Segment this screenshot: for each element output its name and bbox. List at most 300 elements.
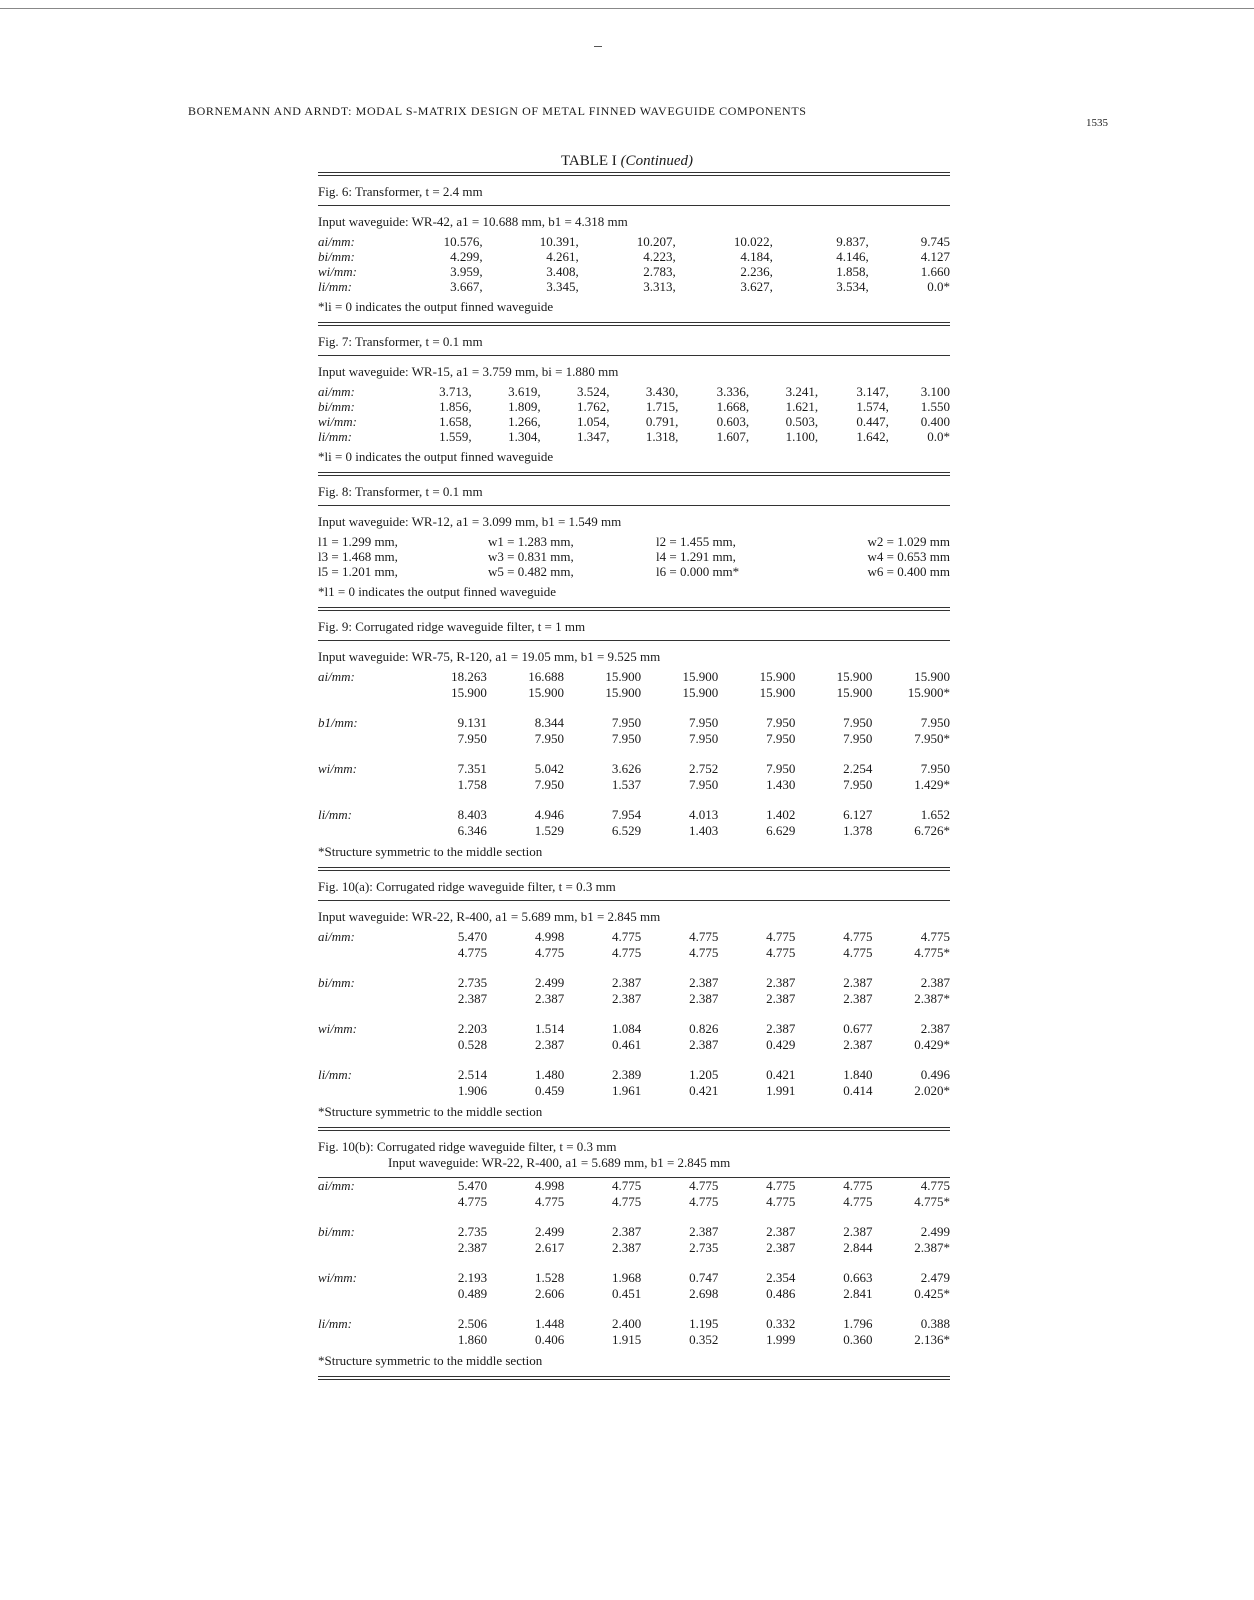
section-fig10a — [318, 871, 950, 1131]
table-row — [318, 731, 950, 747]
table-cell: 5.042 — [534, 761, 564, 776]
table-cell: 4.775 — [612, 1178, 642, 1193]
table-cell: 1.715, — [645, 399, 679, 414]
table-cell: 2.499 — [534, 1224, 565, 1239]
input-waveguide-line: Input waveguide: WR-42, a1 = 10.688 mm, b1 = 4.318 mm — [318, 214, 628, 229]
table-cell: 1.607, — [716, 429, 750, 444]
row-label: ai/mm: — [318, 234, 355, 249]
table-cell: 0.360 — [843, 1332, 873, 1347]
table-cell: 2.387 — [612, 1240, 642, 1255]
table-cell: 2.387 — [766, 991, 796, 1006]
parameter-table — [318, 384, 950, 444]
table-cell: 2.387 — [612, 1224, 642, 1239]
dimension-grid — [318, 534, 950, 579]
row-label: b1/mm: — [318, 715, 358, 730]
row-label: wi/mm: — [318, 1021, 357, 1036]
table-cell: 1.658, — [439, 414, 472, 429]
grid-cell: l1 = 1.299 mm, — [318, 534, 398, 549]
table-row — [318, 715, 950, 731]
table-title-main: TABLE I — [560, 153, 617, 169]
table-cell: 1.537 — [611, 777, 642, 792]
table-cell: 4.775 — [612, 945, 642, 960]
table-cell: 6.127 — [843, 807, 873, 822]
table-cell: 0.503, — [785, 414, 819, 429]
table-cell: 8.344 — [534, 715, 564, 730]
table-cell: 2.020* — [914, 1083, 950, 1098]
table-cell: 1.906 — [457, 1083, 488, 1098]
table-cell: 2.514 — [457, 1067, 488, 1082]
table-cell: 2.203 — [457, 1021, 488, 1036]
table-cell: 2.193 — [457, 1270, 488, 1285]
table-cell: 15.900 — [759, 669, 796, 684]
row-label: li/mm: — [318, 807, 352, 822]
table-cell: 2.735 — [457, 1224, 488, 1239]
table-cell: 4.127 — [920, 249, 950, 264]
table-cell: 4.775 — [766, 945, 796, 960]
row-gap — [318, 1053, 950, 1067]
table-cell: 9.837, — [836, 234, 869, 249]
grid-cell: w3 = 0.831 mm, — [488, 549, 574, 564]
table-cell: 0.663 — [843, 1270, 873, 1285]
table-cell: 1.550 — [920, 399, 950, 414]
table-cell: 0.486 — [766, 1286, 796, 1301]
table-cell: 1.991 — [766, 1083, 796, 1098]
table-cell: 0.425* — [914, 1286, 950, 1301]
table-cell: 0.496 — [920, 1067, 950, 1082]
table-cell: 1.915 — [612, 1332, 642, 1347]
input-waveguide-line: Input waveguide: WR-15, a1 = 3.759 mm, bi = 1.880 mm — [318, 364, 619, 379]
section-fig8 — [318, 476, 950, 611]
table-cell: 4.775 — [457, 945, 488, 960]
grid-cell: w5 = 0.482 mm, — [488, 564, 574, 579]
table-cell: 4.775 — [689, 1178, 719, 1193]
table-row — [318, 1194, 950, 1210]
table-cell: 4.775 — [920, 1178, 950, 1193]
table-cell: 3.713, — [439, 384, 472, 399]
table-cell: 2.606 — [534, 1286, 565, 1301]
table-cell: 2.387 — [843, 1037, 873, 1052]
table-cell: 15.900 — [528, 685, 564, 700]
table-cell: 2.617 — [534, 1240, 565, 1255]
table-cell: 2.387 — [843, 1224, 873, 1239]
table-cell: 4.299, — [450, 249, 483, 264]
row-label: li/mm: — [318, 1316, 352, 1331]
table-cell: 15.900 — [759, 685, 796, 700]
table-cell: 15.900 — [451, 685, 487, 700]
table-cell: 1.961 — [612, 1083, 642, 1098]
table-cell: 1.856, — [439, 399, 472, 414]
row-label — [318, 1332, 413, 1348]
table-cell: 3.667, — [450, 279, 483, 294]
table-row — [318, 1286, 950, 1302]
table-cell: 1.205 — [689, 1067, 719, 1082]
table-cell: 15.900 — [836, 685, 873, 700]
table-cell: 0.461 — [612, 1037, 642, 1052]
table-cell: 4.775 — [534, 1194, 565, 1209]
table-cell: 4.775 — [534, 945, 565, 960]
table-cell: 1.968 — [612, 1270, 642, 1285]
table-cell: 2.387* — [914, 991, 950, 1006]
row-label: bi/mm: — [318, 249, 355, 264]
table-cell: 1.304, — [508, 429, 541, 444]
table-cell: 2.387 — [689, 975, 719, 990]
table-cell: 1.430 — [766, 777, 796, 792]
section-heading: Fig. 10(a): Corrugated ridge waveguide filter, t = 0.3 mm — [318, 879, 616, 894]
section-end-rule — [318, 1376, 950, 1380]
table-cell: 1.084 — [612, 1021, 642, 1036]
table-cell: 2.735 — [457, 975, 488, 990]
section-heading: Fig. 10(b): Corrugated ridge waveguide filter, t = 0.3 mm — [318, 1139, 617, 1154]
table-cell: 15.900 — [836, 669, 873, 684]
table-cell: 3.336, — [716, 384, 750, 399]
table-cell: 4.775 — [843, 1194, 873, 1209]
table-cell: 2.400 — [612, 1316, 642, 1331]
table-cell: 10.576, — [443, 234, 483, 249]
table-cell: 2.387 — [612, 975, 642, 990]
table-cell: 15.900* — [907, 685, 950, 700]
row-label: wi/mm: — [318, 414, 357, 429]
table-cell: 4.775 — [766, 1194, 796, 1209]
table-cell: 10.207, — [636, 234, 676, 249]
row-label — [318, 1083, 413, 1099]
table-cell: 0.406 — [534, 1332, 565, 1347]
table-row — [318, 1178, 950, 1194]
table-cell: 6.726* — [914, 823, 950, 838]
table-row — [318, 685, 950, 701]
row-gap — [318, 1007, 950, 1021]
section-heading: Fig. 8: Transformer, t = 0.1 mm — [318, 484, 483, 499]
grid-cell: l3 = 1.468 mm, — [318, 549, 398, 564]
table-row — [318, 384, 950, 399]
grid-cell: l2 = 1.455 mm, — [656, 534, 736, 549]
table-cell: 7.954 — [611, 807, 642, 822]
table-row — [318, 1021, 950, 1037]
table-cell: 2.387 — [766, 975, 796, 990]
grid-cell: l5 = 1.201 mm, — [318, 564, 398, 579]
table-cell: 2.387 — [689, 991, 719, 1006]
table-row — [318, 264, 950, 279]
table-row — [318, 1316, 950, 1332]
table-cell: 1.652 — [920, 807, 950, 822]
table-cell: 7.950 — [920, 715, 950, 730]
table-cell: 2.387 — [920, 975, 950, 990]
table-cell: 2.387 — [766, 1240, 796, 1255]
table-cell: 0.677 — [843, 1021, 873, 1036]
table-cell: 7.950 — [611, 715, 642, 730]
page-number: 1535 — [1086, 117, 1108, 129]
table-row — [318, 991, 950, 1007]
table-cell: 7.950* — [914, 731, 950, 746]
table-cell: 4.775 — [843, 945, 873, 960]
row-label — [318, 823, 413, 839]
table-row — [318, 1037, 950, 1053]
row-gap-cell — [318, 747, 950, 761]
table-cell: 7.950 — [457, 731, 487, 746]
table-cell: 4.775 — [612, 1194, 642, 1209]
table-cell: 0.451 — [612, 1286, 642, 1301]
table-cell: 1.100, — [785, 429, 819, 444]
table-cell: 2.735 — [689, 1240, 719, 1255]
row-label — [318, 991, 413, 1007]
table-cell: 9.745 — [920, 234, 950, 249]
table-cell: 1.559, — [439, 429, 472, 444]
table-title-continued: (Continued) — [620, 153, 694, 169]
table-cell: 2.499 — [534, 975, 565, 990]
table-cell: 3.534, — [836, 279, 869, 294]
table-cell: 3.313, — [643, 279, 676, 294]
table-cell: 15.900 — [605, 669, 642, 684]
grid-cell: w1 = 1.283 mm, — [488, 534, 574, 549]
table-cell: 1.514 — [534, 1021, 565, 1036]
table-cell: 1.529 — [534, 823, 564, 838]
table-cell: 0.747 — [689, 1270, 719, 1285]
table-cell: 1.195 — [689, 1316, 719, 1331]
row-label — [318, 777, 413, 793]
row-gap — [318, 793, 950, 807]
table-cell: 7.950 — [843, 715, 873, 730]
table-cell: 2.389 — [612, 1067, 642, 1082]
table-row — [318, 975, 950, 991]
row-label: bi/mm: — [318, 1224, 355, 1239]
table-cell: 2.136* — [914, 1332, 950, 1347]
row-label: bi/mm: — [318, 399, 355, 414]
table-cell: 2.387 — [766, 1224, 796, 1239]
table-cell: 4.775 — [766, 1178, 796, 1193]
parameter-table — [318, 669, 950, 839]
table-cell: 3.408, — [546, 264, 579, 279]
table-cell: 10.391, — [539, 234, 579, 249]
table-cell: 1.054, — [576, 414, 610, 429]
table-cell: 1.840 — [843, 1067, 873, 1082]
table-cell: 0.489 — [457, 1286, 488, 1301]
table-row — [318, 669, 950, 685]
table-cell: 0.0* — [927, 429, 950, 444]
table-cell: 7.950 — [611, 731, 642, 746]
table-row — [318, 1240, 950, 1256]
input-waveguide-line: Input waveguide: WR-22, R-400, a1 = 5.689 mm, b1 = 2.845 mm — [318, 909, 661, 924]
table-cell: 2.236, — [740, 264, 773, 279]
table-cell: 1.403 — [688, 823, 719, 838]
table-row — [318, 761, 950, 777]
row-gap — [318, 747, 950, 761]
row-gap — [318, 1302, 950, 1316]
section-footnote: *Structure symmetric to the middle section — [318, 844, 543, 859]
row-label — [318, 1240, 413, 1256]
grid-cell: l6 = 0.000 mm* — [656, 564, 740, 579]
row-gap-cell — [318, 1007, 950, 1021]
table-cell: 3.345, — [546, 279, 579, 294]
row-label — [318, 1194, 413, 1210]
row-label — [318, 1037, 413, 1053]
table-cell: 15.900 — [914, 669, 950, 684]
row-gap-cell — [318, 961, 950, 975]
row-gap — [318, 701, 950, 715]
section-heading: Fig. 7: Transformer, t = 0.1 mm — [318, 334, 483, 349]
row-label: ai/mm: — [318, 669, 355, 684]
row-label: li/mm: — [318, 1067, 352, 1082]
table-cell: 1.528 — [534, 1270, 565, 1285]
table-cell: 3.959, — [450, 264, 483, 279]
table-cell: 4.184, — [740, 249, 773, 264]
table-cell: 1.660 — [920, 264, 950, 279]
table-cell: 0.352 — [689, 1332, 719, 1347]
table-cell: 0.400 — [920, 414, 950, 429]
table-area — [318, 172, 950, 1380]
table-cell: 4.775 — [843, 1178, 873, 1193]
table-cell: 3.241, — [785, 384, 819, 399]
section-footnote: *l1 = 0 indicates the output finned waveguide — [318, 584, 557, 599]
table-cell: 0.826 — [689, 1021, 719, 1036]
table-cell: 15.900 — [682, 685, 719, 700]
table-cell: 7.950 — [688, 777, 719, 792]
table-cell: 16.688 — [528, 669, 564, 684]
row-gap-cell — [318, 1302, 950, 1316]
table-cell: 2.354 — [766, 1270, 796, 1285]
table-cell: 2.387 — [689, 1224, 719, 1239]
table-row — [318, 929, 950, 945]
section-fig10b — [318, 1131, 950, 1380]
table-title — [0, 153, 1254, 170]
section-heading: Fig. 9: Corrugated ridge waveguide filter, t = 1 mm — [318, 619, 586, 634]
row-label: ai/mm: — [318, 384, 355, 399]
row-label: wi/mm: — [318, 264, 357, 279]
table-cell: 4.261, — [546, 249, 579, 264]
table-cell: 0.332 — [766, 1316, 796, 1331]
table-row — [318, 249, 950, 264]
table-row — [318, 1067, 950, 1083]
table-row — [318, 807, 950, 823]
table-row — [318, 399, 950, 414]
table-cell: 7.950 — [688, 731, 719, 746]
table-cell: 2.387 — [457, 991, 488, 1006]
table-cell: 1.621, — [785, 399, 819, 414]
grid-row — [318, 534, 950, 549]
row-label — [318, 945, 413, 961]
table-cell: 18.263 — [451, 669, 487, 684]
table-row — [318, 234, 950, 249]
table-cell: 2.698 — [689, 1286, 719, 1301]
table-cell: 1.347, — [576, 429, 610, 444]
row-gap — [318, 1256, 950, 1270]
row-label — [318, 731, 413, 747]
table-row — [318, 1332, 950, 1348]
table-cell: 4.775* — [914, 1194, 950, 1209]
row-gap — [318, 961, 950, 975]
table-cell: 1.318, — [645, 429, 679, 444]
grid-cell: w2 = 1.029 mm — [867, 534, 950, 549]
table-cell: 4.775 — [612, 929, 642, 944]
table-cell: 2.783, — [643, 264, 676, 279]
table-cell: 2.387 — [534, 991, 565, 1006]
table-cell: 7.950 — [766, 731, 796, 746]
table-cell: 0.0* — [927, 279, 950, 294]
parameter-table — [318, 234, 950, 294]
table-cell: 1.429* — [914, 777, 950, 792]
section-footnote: *Structure symmetric to the middle section — [318, 1353, 543, 1368]
table-cell: 0.459 — [534, 1083, 565, 1098]
row-gap-cell — [318, 701, 950, 715]
table-cell: 1.999 — [766, 1332, 796, 1347]
table-cell: 3.100 — [920, 384, 950, 399]
table-cell: 2.844 — [843, 1240, 873, 1255]
table-cell: 4.775 — [920, 929, 950, 944]
table-cell: 2.479 — [920, 1270, 950, 1285]
table-cell: 3.627, — [740, 279, 773, 294]
table-cell: 6.629 — [766, 823, 796, 838]
table-cell: 2.841 — [843, 1286, 873, 1301]
table-cell: 15.900 — [682, 669, 719, 684]
table-cell: 1.796 — [843, 1316, 873, 1331]
table-cell: 7.950 — [534, 731, 564, 746]
table-cell: 0.791, — [645, 414, 679, 429]
grid-cell: w6 = 0.400 mm — [867, 564, 950, 579]
table-cell: 0.421 — [689, 1083, 719, 1098]
table-cell: 1.758 — [457, 777, 487, 792]
table-cell: 0.447, — [856, 414, 889, 429]
table-cell: 6.346 — [457, 823, 487, 838]
table-row — [318, 1083, 950, 1099]
section-fig9 — [318, 611, 950, 871]
table-cell: 5.470 — [457, 1178, 488, 1193]
table-cell: 3.524, — [576, 384, 610, 399]
table-cell: 6.529 — [611, 823, 642, 838]
section-footnote: *Structure symmetric to the middle section — [318, 1104, 543, 1119]
table-cell: 7.950 — [766, 715, 796, 730]
table-cell: 3.147, — [856, 384, 889, 399]
table-cell: 2.387 — [843, 975, 873, 990]
table-cell: 2.387 — [612, 991, 642, 1006]
grid-row — [318, 549, 950, 564]
table-cell: 0.388 — [920, 1316, 950, 1331]
input-waveguide-line: Input waveguide: WR-22, R-400, a1 = 5.689 mm, b1 = 2.845 mm — [388, 1155, 731, 1170]
table-cell: 4.775* — [914, 945, 950, 960]
table-cell: 2.387 — [766, 1021, 796, 1036]
table-cell: 5.470 — [457, 929, 488, 944]
table-cell: 0.603, — [716, 414, 750, 429]
table-row — [318, 823, 950, 839]
grid-cell: l4 = 1.291 mm, — [656, 549, 736, 564]
section-footnote: *li = 0 indicates the output finned waveguide — [318, 299, 554, 314]
table-cell: 4.998 — [534, 1178, 565, 1193]
table-cell: 1.858, — [836, 264, 869, 279]
table-cell: 1.378 — [843, 823, 873, 838]
input-waveguide-line: Input waveguide: WR-12, a1 = 3.099 mm, b1 = 1.549 mm — [318, 514, 622, 529]
table-cell: 1.668, — [716, 399, 750, 414]
parameter-table — [318, 929, 950, 1099]
table-cell: 3.430, — [645, 384, 679, 399]
row-label: li/mm: — [318, 279, 352, 294]
table-cell: 2.254 — [843, 761, 873, 776]
running-head: BORNEMANN AND ARNDT: MODAL S-MATRIX DESIGN OF METAL FINNED WAVEGUIDE COMPONENTS — [188, 104, 807, 118]
row-label: ai/mm: — [318, 1178, 355, 1193]
row-label: ai/mm: — [318, 929, 355, 944]
table-cell: 2.387 — [457, 1240, 488, 1255]
table-cell: 0.421 — [766, 1067, 796, 1082]
table-cell: 15.900 — [605, 685, 642, 700]
table-cell: 0.414 — [843, 1083, 873, 1098]
parameter-table — [318, 1178, 950, 1348]
table-cell: 7.351 — [457, 761, 487, 776]
table-cell: 4.775 — [689, 929, 719, 944]
section-fig6 — [318, 176, 950, 326]
table-cell: 1.402 — [766, 807, 796, 822]
table-cell: 1.860 — [457, 1332, 488, 1347]
input-waveguide-line: Input waveguide: WR-75, R-120, a1 = 19.05 mm, b1 = 9.525 mm — [318, 649, 661, 664]
row-gap-cell — [318, 1256, 950, 1270]
table-cell: 8.403 — [457, 807, 487, 822]
table-cell: 4.775 — [457, 1194, 488, 1209]
table-cell: 2.387 — [534, 1037, 565, 1052]
